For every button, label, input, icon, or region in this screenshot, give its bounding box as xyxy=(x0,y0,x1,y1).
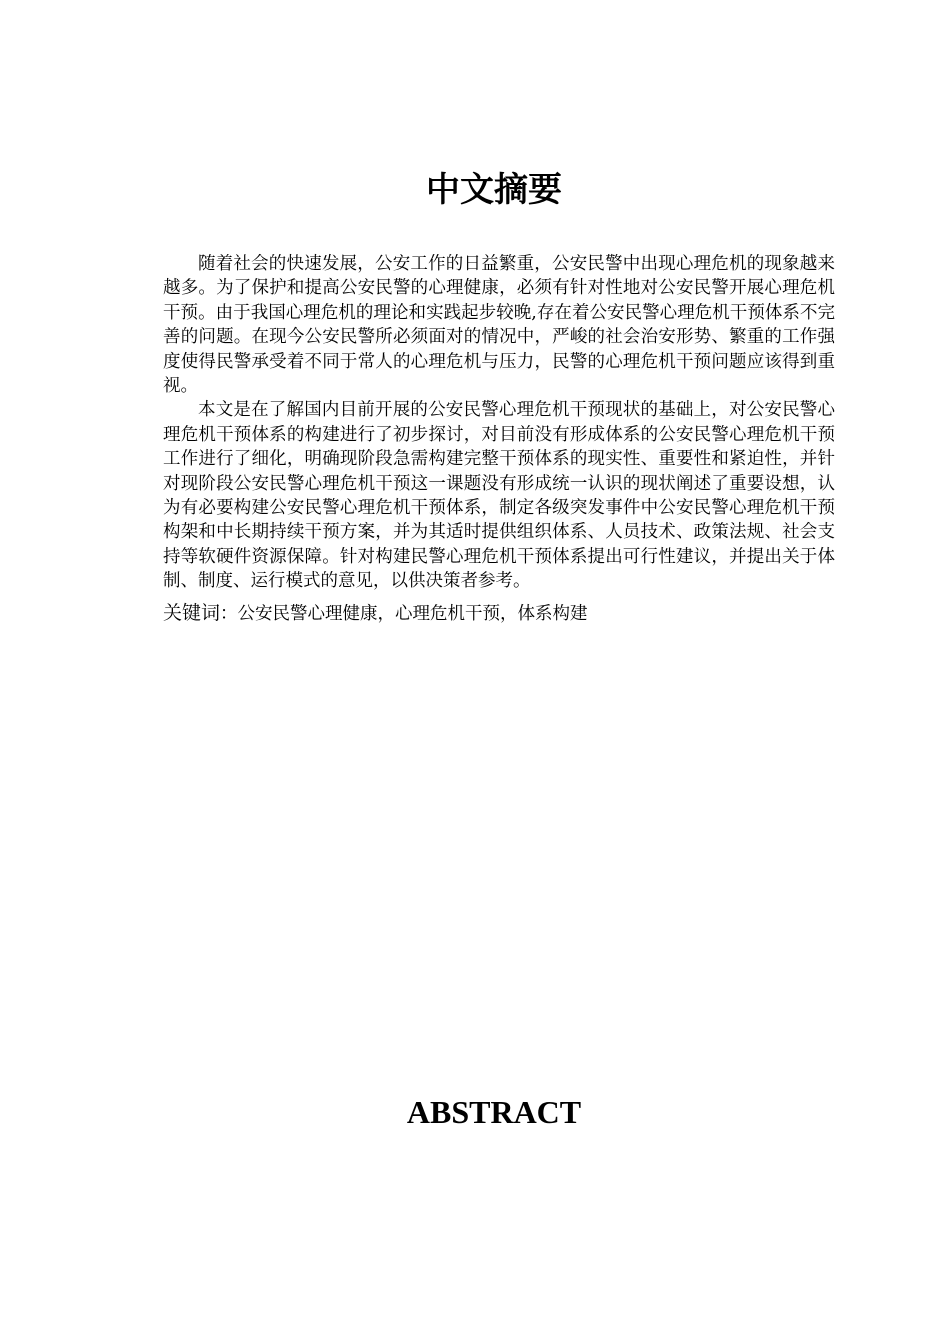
english-abstract-title: ABSTRACT xyxy=(406,1094,582,1130)
chinese-abstract-body xyxy=(163,252,835,627)
abstract-paragraph-2: 本文是在了解国内目前开展的公安民警心理危机干预现状的基础上，对公安民警心理危机干预体系的构建进行了初步探讨，对目前没有形成体系的公安民警心理危机干预工作进行了细化，明确现阶段急需构建完整干预体系的现实性、重要性和紧迫性，并针对现阶段公安民警心理危机干预这一课题没有形成统一认识的现状阐述了重要设想，认为有必要构建公安民警心理危机干预体系，制定各级突发事件中公安民警心理危机干预构架和中长期持续干预方案，并为其适时提供组织体系、人员技术、政策法规、社会支持等软硬件资源保障。针对构建民警心理危机干预体系提出可行性建议，并提出关于体制、制度、运行模式的意见，以供决策者参考。 xyxy=(163,400,835,592)
keywords-label: 关键词 xyxy=(163,601,221,624)
keywords-separator: ： xyxy=(220,603,238,624)
keywords-text: 公安民警心理健康，心理危机干预，体系构建 xyxy=(237,603,588,624)
keywords-line xyxy=(163,600,835,627)
chinese-abstract-title: 中文摘要 xyxy=(426,170,562,210)
abstract-paragraph-1: 随着社会的快速发展，公安工作的日益繁重，公安民警中出现心理危机的现象越来越多。为了保护和提高公安民警的心理健康，必须有针对性地对公安民警开展心理危机干预。由于我国心理危机的理论和实践起步较晚,存在着公安民警心理危机干预体系不完善的问题。在现今公安民警所必须面对的情况中，严峻的社会治安形势、繁重的工作强度使得民警承受着不同于常人的心理危机与压力，民警的心理危机干预问题应该得到重视。 xyxy=(163,254,835,397)
